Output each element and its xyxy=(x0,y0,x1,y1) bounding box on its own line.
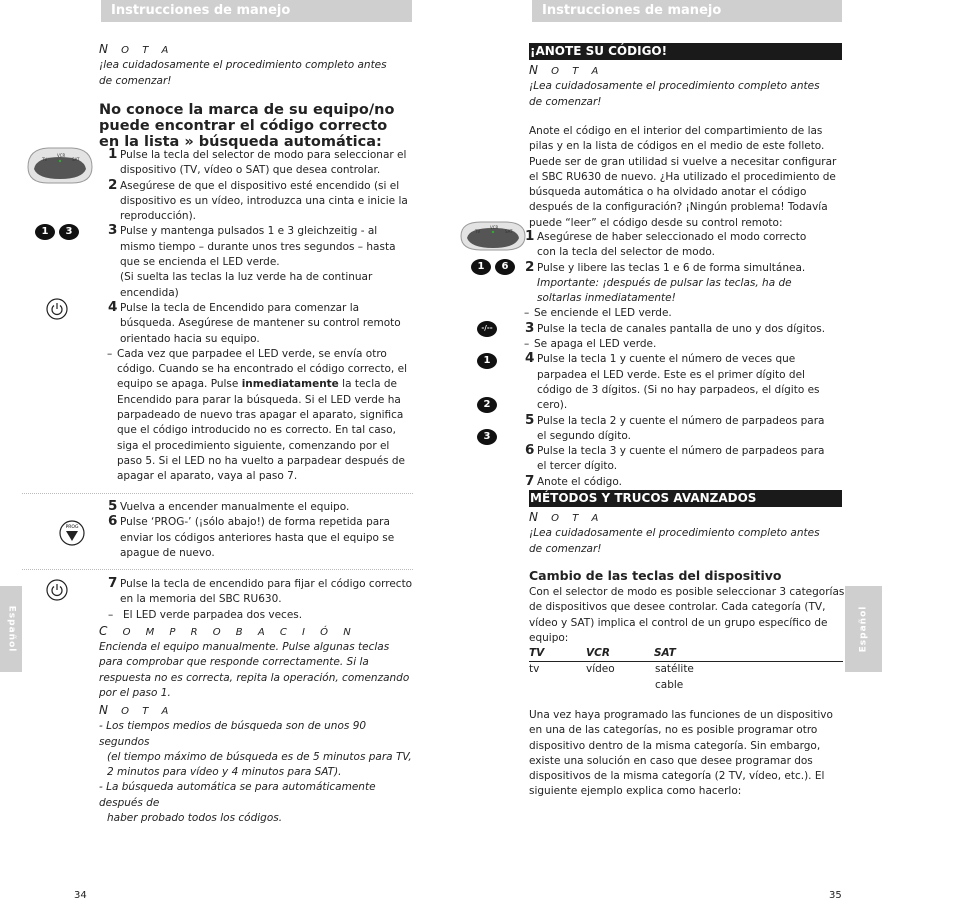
nota-text: ¡Lea cuidadosamente el procedimiento completo antes de comenzar! xyxy=(529,527,820,555)
table-cell: satélite xyxy=(655,663,694,676)
step-5: 5 Pulse la tecla 2 y cuente el número de parpadeos para el segundo dígito. xyxy=(525,411,825,442)
section-metodos-avanzados: MÉTODOS Y TRUCOS AVANZADOS xyxy=(529,490,842,507)
table-header-cell: SAT xyxy=(654,647,676,659)
nota-label: N O T A xyxy=(99,703,174,717)
table-header xyxy=(529,646,843,662)
nota-label: N O T A xyxy=(529,510,604,524)
step-3-note: (Si suelta las teclas la luz verde ha de continuar encendida) xyxy=(120,271,373,299)
step-2-important: Importante: ¡después de pulsar las teclas, ha de soltarlas inmediatamente! xyxy=(537,276,792,305)
step-4: 4 Pulse la tecla de Encendido para comenzar la búsqueda. Asegúrese de mantener su control remoto orientado hacia su equipo. xyxy=(108,298,401,345)
key-1-icon: 1 xyxy=(477,353,497,369)
section-anote-codigo: ¡ANOTE SU CÓDIGO! xyxy=(529,43,842,60)
left-nota-1 xyxy=(99,42,389,89)
left-key-pair xyxy=(35,224,79,240)
table-row xyxy=(529,678,843,693)
key-6-icon: 6 xyxy=(495,259,515,275)
table-cell: cable xyxy=(655,678,684,691)
table-cell xyxy=(586,678,655,693)
step-6: 6 Pulse la tecla 3 y cuente el número de parpadeos para el tercer dígito. xyxy=(525,442,825,473)
left-nota-2 xyxy=(99,703,419,826)
key-2-icon: 2 xyxy=(477,397,497,413)
subheading-cambio-teclas: Cambio de las teclas del dispositivo xyxy=(529,568,782,583)
right-nota-2 xyxy=(529,510,829,557)
mode-label-sat: SAT xyxy=(505,229,513,234)
digits-key-icon: -/-- xyxy=(477,321,497,337)
nota-text: ¡lea cuidadosamente el procedimiento completo antes de comenzar! xyxy=(99,59,387,87)
step-3-detail: – Se apaga el LED verde. xyxy=(524,338,657,351)
left-heading: No conoce la marca de su equipo/no puede encontrar el código correcto en la lista » búsqueda automática: xyxy=(99,102,395,150)
step-1: 1 Pulse la tecla del selector de modo para seleccionar el dispositivo (TV, vídeo o SAT) que desea controlar. xyxy=(108,146,407,177)
prog-label: PROG xyxy=(65,525,79,530)
left-steps-block-3 xyxy=(99,577,414,701)
power-icon xyxy=(46,298,68,320)
table-cell xyxy=(529,678,586,693)
step-3: 3 Pulse la tecla de canales pantalla de uno y dos dígitos. xyxy=(525,319,826,336)
step-2: 2 Pulse y libere las teclas 1 e 6 de forma simultánea. xyxy=(525,258,806,275)
device-table xyxy=(529,646,843,693)
power-icon-2 xyxy=(46,579,68,601)
table-cell: vídeo xyxy=(586,663,615,676)
divider xyxy=(22,569,413,570)
prog-down-icon xyxy=(59,520,85,546)
mode-label-tv: TV xyxy=(475,229,481,234)
right-steps-block xyxy=(516,230,828,490)
mode-label-vcr: VCR xyxy=(490,225,499,230)
right-key-pair xyxy=(471,259,515,275)
right-intro: Anote el código en el interior del compartimiento de las pilas y en la lista de códigos en el medio de este folleto. Puede ser de gran utilidad si vuelve a necesitar configurar el SBC RU630 de nuevo. ¿Ha utilizado el procedimiento de búsqueda automática o ha olvidado anotar el código después de la configuración? ¡Ningún problema! Todavía puede “leer” el código desde su control remoto: xyxy=(529,125,837,229)
nota-line-4: - La búsqueda automática se para automáticamente después de xyxy=(99,781,376,809)
key-1-icon: 1 xyxy=(35,224,55,240)
comprobacion-label: C O M P R O B A C I Ó N xyxy=(99,623,357,638)
left-page-header: Instrucciones de manejo xyxy=(101,0,412,22)
nota-line-5: haber probado todos los códigos. xyxy=(107,812,283,825)
nota-line-3: 2 minutos para vídeo y 4 minutos para SAT). xyxy=(107,766,342,779)
step-6: 6 Pulse ‘PROG-’ (¡sólo abajo!) de forma repetida para enviar los códigos anteriores hasta que el equipo se apague de nuevo. xyxy=(108,513,395,559)
table-cell: tv xyxy=(529,663,540,676)
step-7-detail: – El LED verde parpadea dos veces. xyxy=(108,608,303,621)
left-page-number: 34 xyxy=(74,890,87,901)
step-2: 2 Asegúrese de que el dispositivo esté encendido (si el dispositivo es un vídeo, introduzca una cinta e inicie la reproducción). xyxy=(108,176,408,223)
step-4: 4 Pulse la tecla 1 y cuente el número de veces que parpadea el LED verde. Este es el primer dígito del código de 3 dígitos. (Si no hay parpadeos, el dígito es cero). xyxy=(525,350,820,412)
nota-label: N O T A xyxy=(99,42,174,56)
mode-label-sat: SAT xyxy=(72,157,80,162)
step-7: 7 Anote el código. xyxy=(525,472,622,489)
nota-line-1: - Los tiempos medios de búsqueda son de unos 90 segundos xyxy=(99,720,367,748)
key-1-icon: 1 xyxy=(471,259,491,275)
table-header-cell: VCR xyxy=(586,647,610,659)
right-page-number: 35 xyxy=(829,890,842,901)
key-3-icon: 3 xyxy=(477,429,497,445)
right-language-tab: Español xyxy=(845,586,882,672)
mode-label-vcr: VCR xyxy=(57,153,66,158)
step-2-detail: – Se enciende el LED verde. xyxy=(524,307,672,320)
mode-selector-icon xyxy=(24,143,96,189)
right-paragraph-1: Con el selector de modo es posible seleccionar 3 categorías de dispositivos que desee controlar. Cada categoría (TV, vídeo y SAT) implica el control de un grupo específico de equipo: xyxy=(529,586,845,644)
left-language-tab: Español xyxy=(0,586,22,672)
nota-line-2: (el tiempo máximo de búsqueda es de 5 minutos para TV, xyxy=(107,750,412,763)
comprobacion-text: Encienda el equipo manualmente. Pulse algunas teclas para comprobar que responde correctamente. Si la respuesta no es correcta, repita la operación, comenzando por el paso 1. xyxy=(99,641,410,700)
nota-text: ¡Lea cuidadosamente el procedimiento completo antes de comenzar! xyxy=(529,80,820,108)
step-3: 3 Pulse y mantenga pulsados 1 e 3 gleichzeitig - al mismo tiempo – durante unos tres segundos – hasta que se encienda el LED verde. xyxy=(108,222,396,269)
table-header-cell: TV xyxy=(529,647,545,659)
table-row xyxy=(529,662,843,677)
right-nota-1 xyxy=(529,63,829,110)
key-3-icon: 3 xyxy=(59,224,79,240)
left-steps-block-2 xyxy=(99,500,411,561)
step-5: 5 Vuelva a encender manualmente el equipo. xyxy=(108,498,350,514)
step-7: 7 Pulse la tecla de encendido para fijar el código correcto en la memoria del SBC RU630. xyxy=(108,575,413,606)
right-page-header: Instrucciones de manejo xyxy=(532,0,842,22)
divider xyxy=(22,493,413,494)
right-paragraph-2: Una vez haya programado las funciones de un dispositivo en una de las categorías, no es posible programar otro dispositivo dentro de la misma categoría. Sin embargo, existe una solución en caso que desee programar dos dispositivos de la misma categoría (2 TV, vídeo, etc.). El siguiente ejemplo explica como hacerlo: xyxy=(529,709,833,798)
mode-label-tv: TV xyxy=(42,157,48,162)
step-4-detail: – Cada vez que parpadee el LED verde, se envía otro código. Cuando se ha encontrado el código correcto, el equipo se apaga. Pulse inmediatamente la tecla de Encendido para parar la búsqueda. Si el LED verde ha parpadeado de nuevo tras apagar el aparato, significa que el código introducido no es correcto. En tal caso, siga el procedimiento siguiente, comenzando por el paso 5. Si el LED no ha vuelto a parpadear después de apagar el aparato, vaya al paso 7. xyxy=(107,347,407,483)
left-steps-block xyxy=(99,148,411,485)
nota-label: N O T A xyxy=(529,63,604,77)
step-1: 1 Asegúrese de haber seleccionado el modo correcto con la tecla del selector de modo. xyxy=(525,228,807,259)
